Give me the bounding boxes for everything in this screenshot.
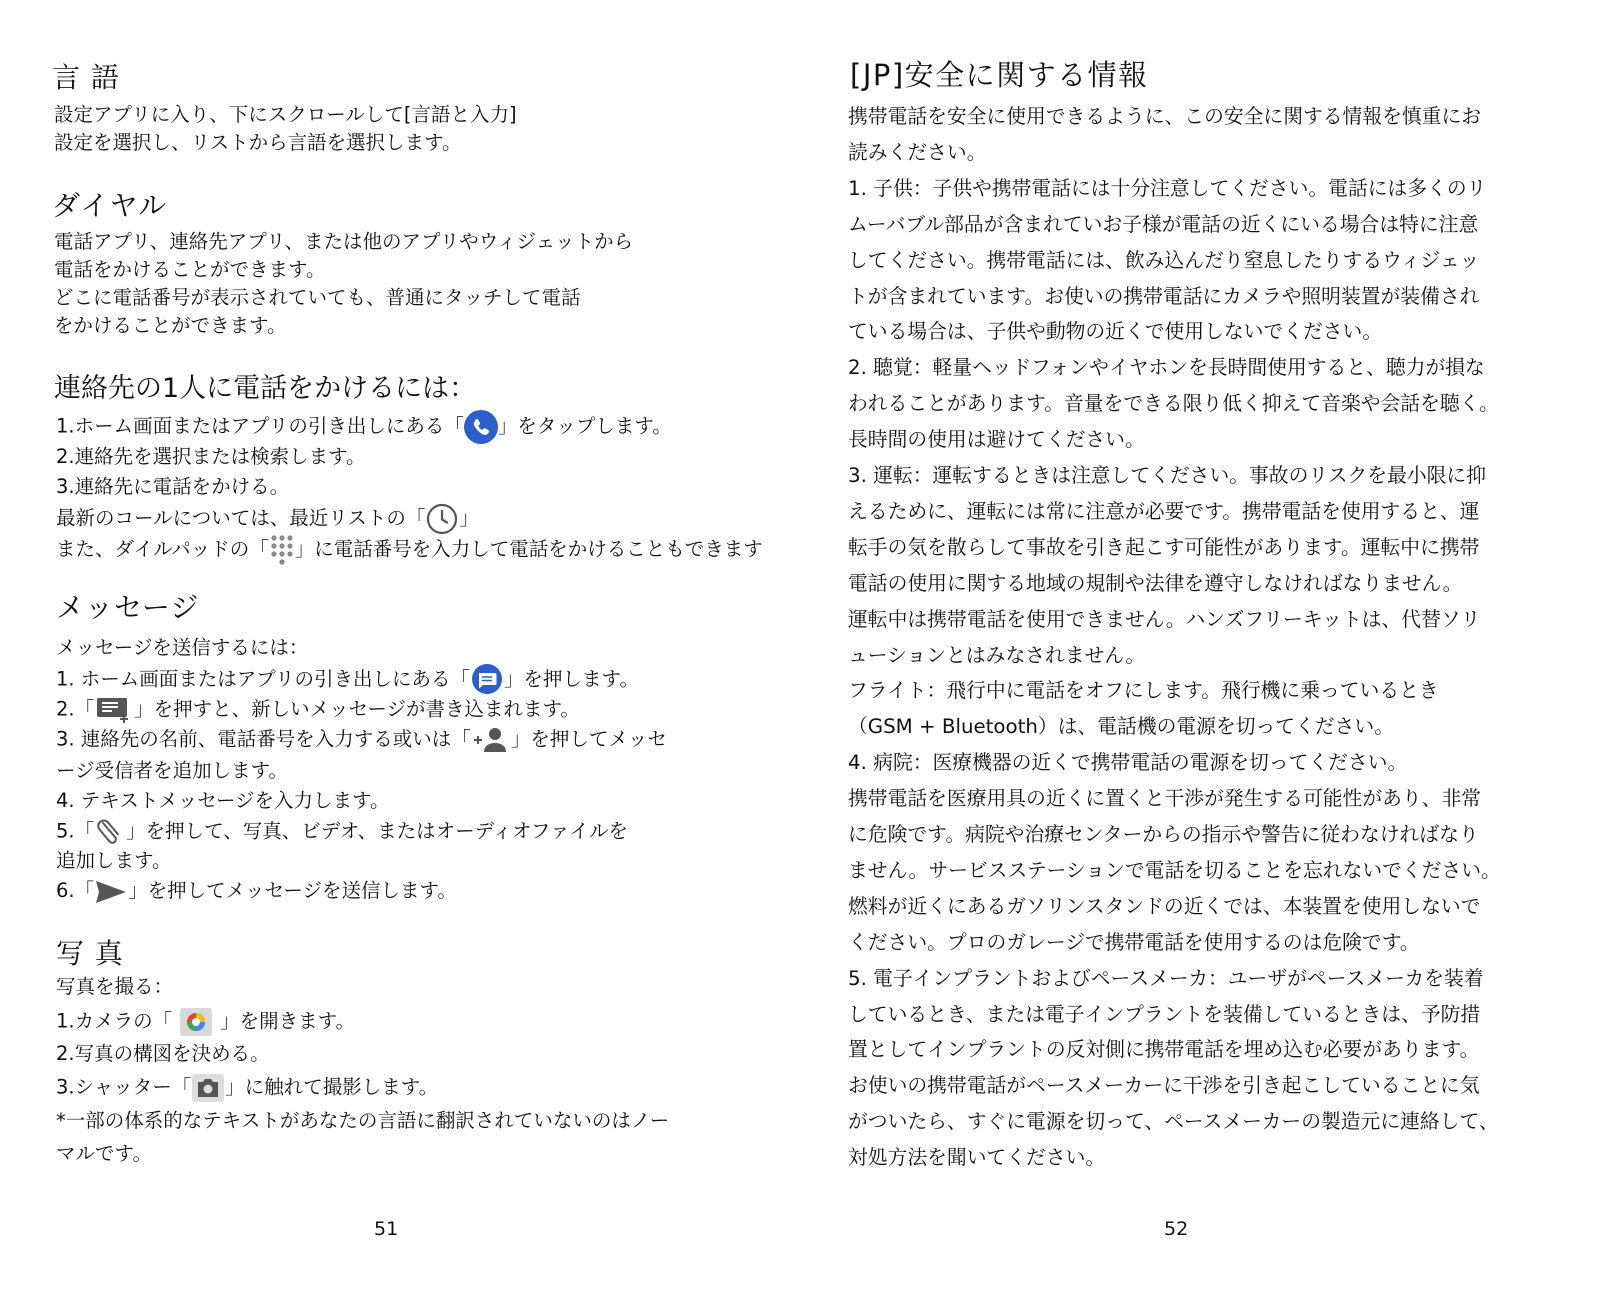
call-step-3: 3.連絡先に電話をかける。 bbox=[56, 475, 290, 498]
page-number: 52 bbox=[1164, 1218, 1189, 1240]
photo-heading: 写 真 bbox=[56, 937, 124, 970]
safety-text-line: 電話の使用に関する地域の規制や法律を遵守しなければなりません。 bbox=[848, 571, 1463, 595]
note-line: マルです。 bbox=[56, 1142, 152, 1165]
photo-step-3: 3.シャッター「 」に触れて撮影します。 bbox=[56, 1073, 438, 1103]
dialpad-icon bbox=[269, 533, 295, 567]
safety-text-line: 携帯電話を医療用具の近くに置くと干渉が発生する可能性があり、非常 bbox=[848, 787, 1482, 811]
language-heading: 言 語 bbox=[52, 61, 120, 94]
safety-text-line: （GSM + Bluetooth）は、電話機の電源を切ってください。 bbox=[848, 715, 1394, 739]
safety-text-line: ムーバブル部品が含まれていお子様が電話の近くにいる場合は特に注意 bbox=[848, 212, 1479, 236]
safety-text-line: お使いの携帯電話がペースメーカーに干渉を引き起こしていることに気 bbox=[848, 1074, 1480, 1098]
add-recipient-icon bbox=[471, 725, 511, 755]
safety-text-line: 4. 病院：医療機器の近くで携帯電話の電源を切ってください。 bbox=[848, 751, 1408, 775]
page-number: 51 bbox=[374, 1218, 399, 1240]
safety-text-line: 転手の気を散らして事故を引き起こす可能性があります。運転中に携帯 bbox=[848, 535, 1480, 559]
language-text-line: 設定を選択し、リストから言語を選択します。 bbox=[54, 131, 462, 154]
language-text-line: 設定アプリに入り、下にスクロールして[言語と入力] bbox=[54, 103, 517, 126]
safety-text-line: 2. 聴覚：軽量ヘッドフォンやイヤホンを長時間使用すると、聴力が損な bbox=[848, 356, 1485, 380]
camera-shutter-icon bbox=[191, 1073, 225, 1103]
safety-text-line: 置としてインプラントの反対側に携帯電話を埋め込む必要があります。 bbox=[848, 1038, 1480, 1062]
safety-text-line: フライト：飛行中に電話をオフにします。飛行機に乗っているとき bbox=[848, 679, 1439, 703]
message-step-2: 2.「 」を押すと、新しいメッセージが書き込まれます。 bbox=[56, 695, 580, 725]
safety-text-line: ている場合は、子供や動物の近くで使用しないでください。 bbox=[848, 320, 1383, 344]
safety-text-line: してください。携帯電話には、飲み込んだり窒息したりするウィジェッ bbox=[848, 248, 1480, 272]
safety-text-line: 3. 運転：運転するときは注意してください。事故のリスクを最小限に抑 bbox=[848, 464, 1486, 487]
safety-text-line: 燃料が近くにあるガソリンスタンドの近くでは、本装置を使用しないで bbox=[848, 894, 1481, 918]
safety-text-line: ューションとはみなされません。 bbox=[848, 643, 1146, 667]
photo-intro: 写真を撮る： bbox=[56, 975, 174, 998]
dial-text-line: どこに電話番号が表示されていても、普通にタッチして電話 bbox=[54, 286, 581, 309]
call-step-2: 2.連絡先を選択または検索します。 bbox=[56, 445, 366, 468]
safety-text-line: ください。プロのガレージで携帯電話を使用するのは危険です。 bbox=[848, 930, 1420, 954]
safety-text-line: 対処方法を聞いてください。 bbox=[848, 1146, 1106, 1170]
message-step-6: 6.「 」を押してメッセージを送信します。 bbox=[56, 877, 457, 906]
messages-app-icon bbox=[470, 664, 504, 696]
call-step-1: 1.ホーム画面またはアプリの引き出しにある「 」をタップします。 bbox=[56, 410, 672, 444]
safety-heading: [JP]安全に関する情報 bbox=[850, 58, 1149, 92]
dial-text-line: 電話をかけることができます。 bbox=[54, 258, 326, 281]
safety-text-line: 読みください。 bbox=[848, 140, 987, 164]
dial-text-line: をかけることができます。 bbox=[54, 314, 287, 337]
paperclip-icon bbox=[94, 817, 126, 847]
message-step-5-cont: 追加します。 bbox=[56, 849, 172, 872]
safety-text-line: われることがあります。音量をできる限り低く抑えて音楽や会話を聴く。 bbox=[848, 392, 1499, 416]
message-step-1: 1. ホーム画面またはアプリの引き出しにある「 」を押します。 bbox=[56, 664, 639, 696]
safety-text-line: 携帯電話を安全に使用できるように、この安全に関する情報を慎重にお bbox=[848, 105, 1482, 128]
message-step-3: 3. 連絡先の名前、電話番号を入力する或いは「 」を押してメッセ bbox=[56, 725, 667, 755]
safety-text-line: しているとき、または電子インプラントを装備しているときは、予防措 bbox=[848, 1002, 1481, 1026]
message-intro: メッセージを送信するには： bbox=[56, 636, 309, 659]
phone-icon bbox=[464, 410, 498, 444]
safety-text-line: 長時間の使用は避けてください。 bbox=[848, 428, 1145, 452]
message-step-4: 4. テキストメッセージを入力します。 bbox=[56, 789, 390, 812]
dial-heading: ダイヤル bbox=[52, 189, 168, 222]
safety-text-line: に危険です。病院や治療センターからの指示や警告に従わなければなり bbox=[848, 823, 1479, 846]
safety-text-line: 運転中は携帯電話を使用できません。ハンズフリーキットは、代替ソリ bbox=[848, 607, 1481, 631]
clock-icon bbox=[425, 502, 459, 536]
photo-step-1: 1.カメラの「 」を開きます。 bbox=[56, 1006, 355, 1038]
photo-step-2: 2.写真の構図を決める。 bbox=[56, 1042, 270, 1065]
dial-text-line: 電話アプリ、連絡先アプリ、または他のアプリやウィジェットから bbox=[54, 230, 634, 253]
message-step-3-cont: ージ受信者を追加します。 bbox=[56, 759, 289, 782]
message-step-5: 5.「 」を押して、写真、ビデオ、またはオーディオファイルを bbox=[56, 817, 628, 847]
safety-text-line: 1. 子供：子供や携帯電話には十分注意してください。電話には多くのリ bbox=[848, 176, 1487, 200]
message-heading: メッセージ bbox=[56, 591, 200, 624]
new-message-icon bbox=[94, 695, 134, 725]
safety-text-line: えるために、運転には常に注意が必要です。携帯電話を使用すると、運 bbox=[848, 499, 1480, 523]
call-contact-heading: 連絡先の1人に電話をかけるには： bbox=[54, 373, 477, 404]
safety-text-line: がついたら、すぐに電源を切って、ペースメーカーの製造元に連絡して、 bbox=[848, 1110, 1499, 1134]
safety-text-line: 5. 電子インプラントおよびペースメーカ：ユーザがペースメーカを装着 bbox=[848, 966, 1484, 990]
right-page bbox=[800, 0, 1600, 1292]
safety-text-line: ません。サービスステーションで電話を切ることを忘れないでください。 bbox=[848, 858, 1501, 882]
note-line: *一部の体系的なテキストがあなたの言語に翻訳されていないのはノー bbox=[56, 1109, 670, 1132]
send-icon bbox=[94, 878, 128, 906]
call-recent: 最新のコールについては、最近リストの「 」 bbox=[56, 502, 479, 536]
camera-app-icon bbox=[178, 1006, 214, 1038]
call-dialpad: また、ダイルパッドの「 」に電話番号を入力して電話をかけることもできます bbox=[56, 533, 763, 567]
safety-text-line: トが含まれています。お使いの携帯電話にカメラや照明装置が装備され bbox=[848, 284, 1480, 308]
